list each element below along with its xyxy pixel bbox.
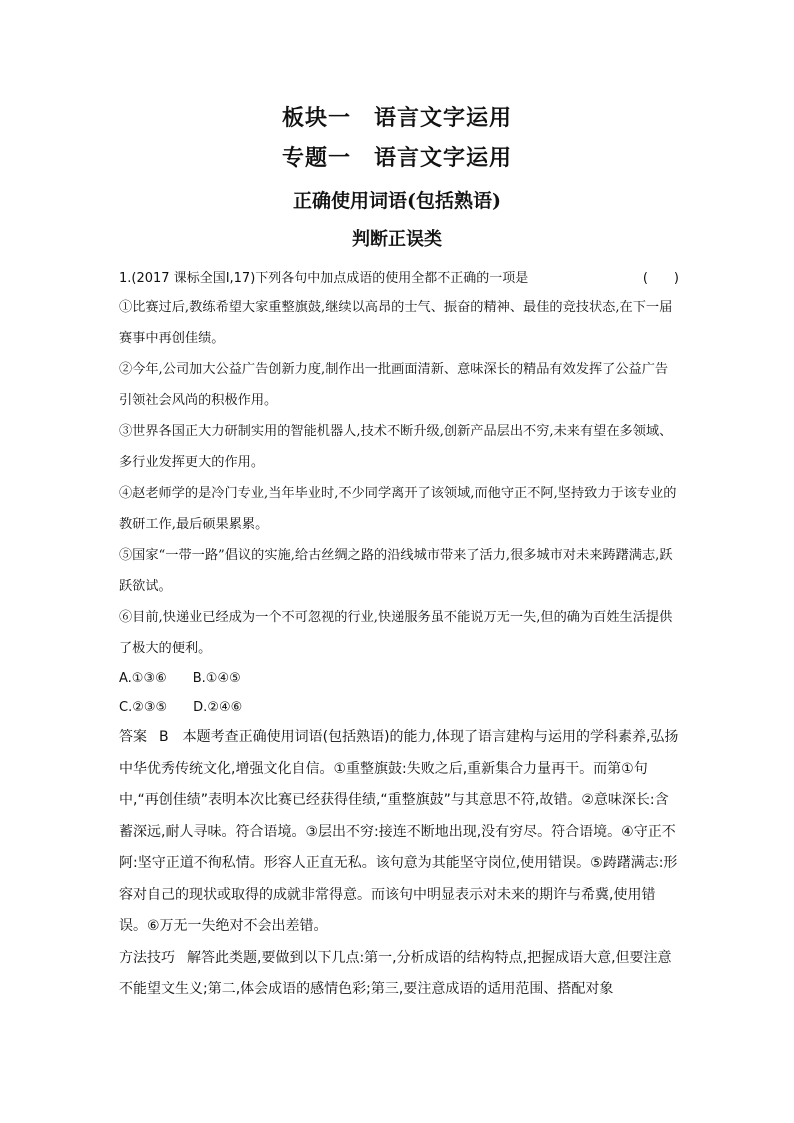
question-stem-line: [119, 266, 679, 292]
method-label: 方法技巧: [119, 949, 175, 966]
question-stem: 1.(2017 课标全国Ⅰ,17)下列各句中加点成语的使用全都不正确的一项是: [119, 271, 529, 286]
topic-title: 专题一 语言文字运用: [281, 145, 512, 171]
answer-section: [119, 722, 679, 943]
category-heading: 判断正误类: [352, 229, 442, 250]
option-row-1: A.①③⑥ B.①④⑤: [119, 671, 241, 686]
question-item-2: ②今年,公司加大公益广告创新力度,制作出一批画面清新、意味深长的精品有效发挥了公益广告引领社会风尚的积极作用。: [119, 362, 669, 408]
question-item-4: ④赵老师学的是冷门专业,当年毕业时,不少同学离开了该领域,而他守正不阿,坚持致力于该专业的教研工作,最后硕果累累。: [119, 486, 677, 532]
question-item-1: ①比赛过后,教练希望大家重整旗鼓,继续以高昂的士气、振奋的精神、最佳的竞技状态,在下一届赛事中再创佳绩。: [119, 300, 673, 346]
answer-text: B 本题考查正确使用词语(包括熟语)的能力,体现了语言建构与运用的学科素养,弘扬中华优秀传统文化,增强文化自信。①重整旗鼓:失败之后,重新集合力量再干。而第①句中,“再创佳绩”表明本次比赛已经获得佳绩,“重整旗鼓”与其意思不符,故错。②意味深长:含蓄深远,耐人寻味。符合语境。③层出不穷:接连不断地出现,没有穷尽。符合语境。④守正不阿:坚守正道不徇私情。形容人正直无私。该句意为其能坚守岗位,使用错误。⑤踌躇满志:形容对自己的现状或取得的成就非常得意。而该句中明显表示对未来的期许与希冀,使用错误。⑥万无一失绝对不会出差错。: [119, 729, 679, 934]
option-row-2: C.②③⑤ D.②④⑥: [119, 700, 243, 715]
section-title: 板块一 语言文字运用: [281, 105, 512, 131]
question-item-3: ③世界各国正大力研制实用的智能机器人,技术不断升级,创新产品层出不穷,未来有望在多领域、多行业发挥更大的作用。: [119, 424, 673, 470]
answer-paren: ( ): [642, 271, 679, 286]
question-item-5: ⑤国家“一带一路”倡议的实施,给古丝绸之路的沿线城市带来了活力,很多城市对未来踌躇满志,跃跃欲试。: [119, 548, 673, 594]
question-block: [119, 266, 679, 1006]
question-item-6: ⑥目前,快递业已经成为一个不可忽视的行业,快递服务虽不能说万无一失,但的确为百姓生活提供了极大的便利。: [119, 610, 673, 656]
method-section: [119, 943, 679, 1006]
answer-label: 答案: [119, 729, 147, 745]
method-text: 解答此类题,要做到以下几点:第一,分析成语的结构特点,把握成语大意,但要注意不能望文生义;第二,体会成语的感情色彩;第三,要注意成语的适用范围、搭配对象: [119, 949, 672, 997]
subtitle: 正确使用词语(包括熟语): [293, 190, 501, 212]
